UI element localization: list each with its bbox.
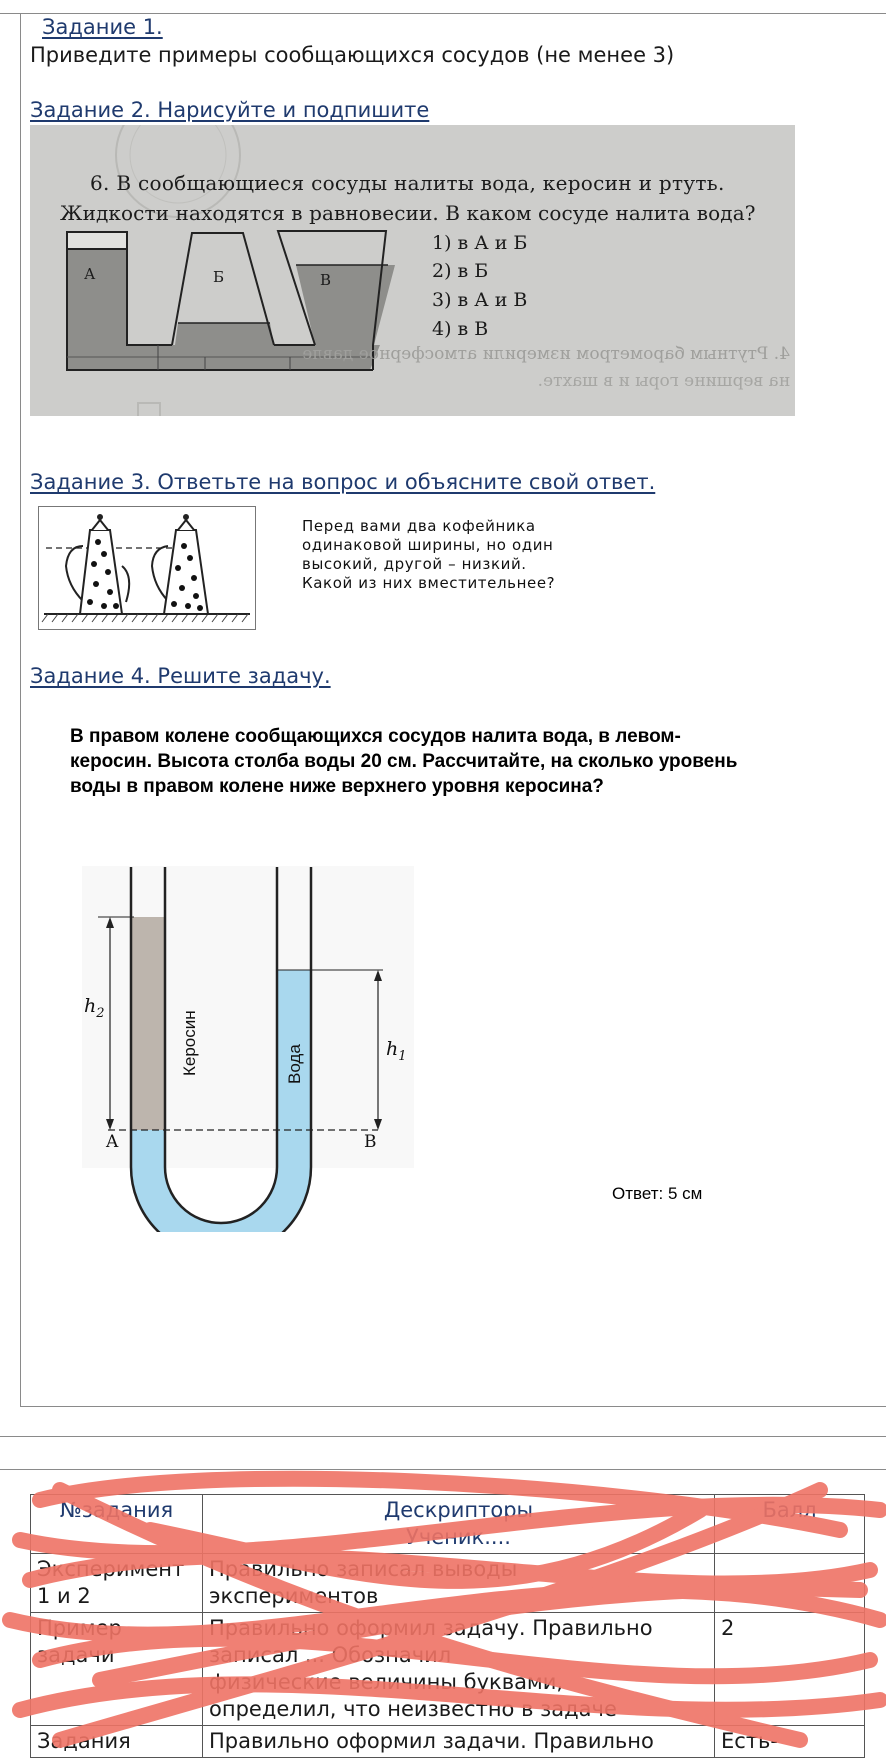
task3-line-4: Какой из них вместительнее?: [302, 574, 556, 592]
task3-text: [302, 517, 555, 593]
table-cell: [715, 1554, 865, 1613]
scanned-problem-image: [30, 125, 795, 416]
task4-problem-text: В правом колене сообщающихся сосудов налита вода, в левом- керосин. Высота столба воды 20 см. Рассчитайте, на сколько уровень воды в правом колене ниже верхнего уровня керосина?: [70, 726, 738, 797]
h1-letter: h: [386, 1038, 399, 1060]
option-3: 3) в А и В: [432, 289, 528, 311]
h1-label: [386, 1038, 407, 1064]
task4-answer: Ответ: 5 см: [612, 1184, 703, 1203]
option-1: 1) в А и Б: [432, 232, 528, 254]
table-row: [31, 1726, 865, 1758]
u-tube-drawing: [78, 862, 418, 1232]
task4-heading: Задание 4. Решите задачу.: [30, 664, 331, 688]
table-row: [31, 1613, 865, 1726]
table-cell: Эксперимент 1 и 2: [31, 1554, 203, 1613]
vessel-label-b: Б: [213, 268, 225, 286]
task3-line-1: Перед вами два кофейника: [302, 517, 536, 535]
scan-question-line1: 6. В сообщающиеся сосуды налиты вода, керосин и ртуть.: [90, 171, 725, 195]
table-header-row: [31, 1495, 865, 1554]
h2-letter: h: [84, 995, 97, 1017]
point-b-label: B: [364, 1132, 377, 1152]
h1-subscript: 1: [398, 1048, 407, 1064]
task3-line-3: высокий, другой – низкий.: [302, 555, 527, 573]
bleed-through-line1: 4. Ртутным барометром измерили атмосферное давле: [302, 344, 790, 364]
header-task-number: №задания: [31, 1495, 203, 1554]
cell-bottom-border: [20, 1406, 886, 1407]
table-row: [31, 1554, 865, 1613]
task1-heading: Задание 1.: [42, 15, 163, 39]
bleed-through-line2: на вершине горы и в шахте.: [537, 371, 790, 391]
left-column-border: [20, 13, 21, 1406]
table-cell: Правильно оформил задачи. Правильно: [203, 1726, 715, 1758]
point-a-label: A: [106, 1132, 119, 1152]
vessel-label-v: В: [320, 271, 332, 289]
descriptor-table: [30, 1494, 865, 1758]
section-divider-2: [0, 1469, 886, 1470]
kerosene-label: Керосин: [180, 1010, 199, 1076]
table-cell: 2: [715, 1613, 865, 1726]
scan-question-line2: Жидкости находятся в равновесии. В каком сосуде налита вода?: [60, 201, 756, 225]
u-tube-figure: [78, 862, 418, 1232]
table-cell: Задания: [31, 1726, 203, 1758]
option-2: 2) в Б: [432, 260, 489, 282]
table-cell: Правильно записал выводы экспериментов: [203, 1554, 715, 1613]
vessel-label-a: А: [84, 265, 96, 283]
h2-label: [84, 995, 105, 1021]
coffee-pots-figure: [38, 506, 256, 630]
header-score: Балл: [715, 1495, 865, 1554]
header-descriptors: Дескрипторы Ученик....: [203, 1495, 715, 1554]
h2-subscript: 2: [96, 1005, 105, 1021]
task3-line-2: одинаковой ширины, но один: [302, 536, 554, 554]
task2-heading: Задание 2. Нарисуйте и подпишите: [30, 98, 430, 122]
task3-heading: Задание 3. Ответьте на вопрос и объясните свой ответ.: [30, 470, 656, 494]
table-cell: Есть-: [715, 1726, 865, 1758]
table-cell: Правильно оформил задачу. Правильно записал ... Обозначил физические величины буквами, определил, что неизвестно в задаче: [203, 1613, 715, 1726]
option-4: 4) в В: [432, 318, 489, 340]
task1-text: Приведите примеры сообщающихся сосудов (не менее 3): [30, 43, 675, 67]
top-border: [0, 13, 886, 14]
water-label: Вода: [285, 1044, 304, 1084]
table-cell: Пример задачи: [31, 1613, 203, 1726]
section-divider-1: [0, 1436, 886, 1437]
